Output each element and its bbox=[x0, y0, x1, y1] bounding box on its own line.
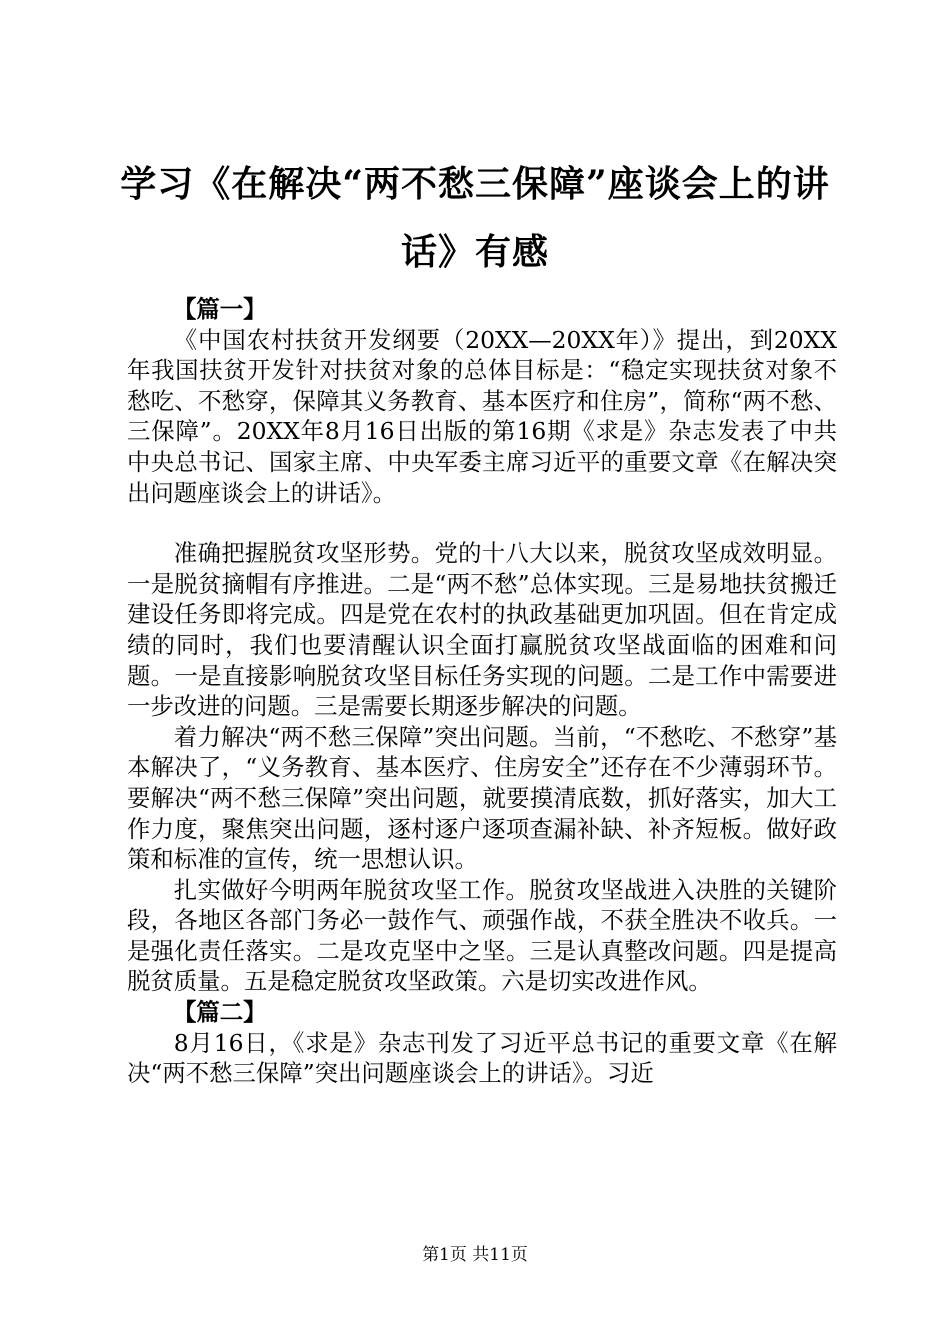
section-label: 【篇二】 bbox=[173, 998, 267, 1027]
paragraph: 准确把握脱贫攻坚形势。党的十八大以来，脱贫攻坚成效明显。一是脱贫摘帽有序推进。二是“两不愁”总体实现。三是易地扶贫搬迁建设任务即将完成。四是党在农村的执政基础更加巩固。但在肯定成绩的同时，我们也要清醒认识全面打赢脱贫攻坚战面临的困难和问题。一是直接影响脱贫攻坚目标任务实现的问题。二是工作中需要进一步改进的问题。三是需要长期逐步解决的问题。 bbox=[127, 539, 837, 721]
paragraph-gap bbox=[127, 508, 837, 538]
document-body bbox=[127, 294, 837, 1089]
document-title: 学习《在解决“两不愁三保障”座谈会上的讲话》有感 bbox=[120, 163, 830, 273]
paragraph: 《中国农村扶贫开发纲要（20XX—20XX年）》提出，到20XX年我国扶贫开发针对扶贫对象的总体目标是：“稳定实现扶贫对象不愁吃、不愁穿，保障其义务教育、基本医疗和住房”，简称“两不愁、三保障”。20XX年8月16日出版的第16期《求是》杂志发表了中共中央总书记、国家主席、中央军委主席习近平的重要文章《在解决突出问题座谈会上的讲话》。 bbox=[127, 325, 837, 507]
paragraph: 8月16日，《求是》杂志刊发了习近平总书记的重要文章《在解决“两不愁三保障”突出问题座谈会上的讲话》。习近 bbox=[127, 1028, 837, 1088]
section-label: 【篇一】 bbox=[173, 295, 267, 323]
paragraph: 扎实做好今明两年脱贫攻坚工作。脱贫攻坚战进入决胜的关键阶段，各地区各部门务必一鼓作气、顽强作战，不获全胜决不收兵。一是强化责任落实。二是攻克坚中之坚。三是认真整改问题。四是提高脱贫质量。五是稳定脱贫攻坚政策。六是切实改进作风。 bbox=[127, 875, 837, 996]
paragraph: 着力解决“两不愁三保障”突出问题。当前，“不愁吃、不愁穿”基本解决了，“义务教育、基本医疗、住房安全”还存在不少薄弱环节。要解决“两不愁三保障”突出问题，就要摸清底数，抓好落实，加大工作力度，聚焦突出问题，逐村逐户逐项查漏补缺、补齐短板。做好政策和标准的宣传，统一思想认识。 bbox=[127, 722, 837, 874]
page-footer: 第1页 共11页 bbox=[422, 1245, 528, 1265]
